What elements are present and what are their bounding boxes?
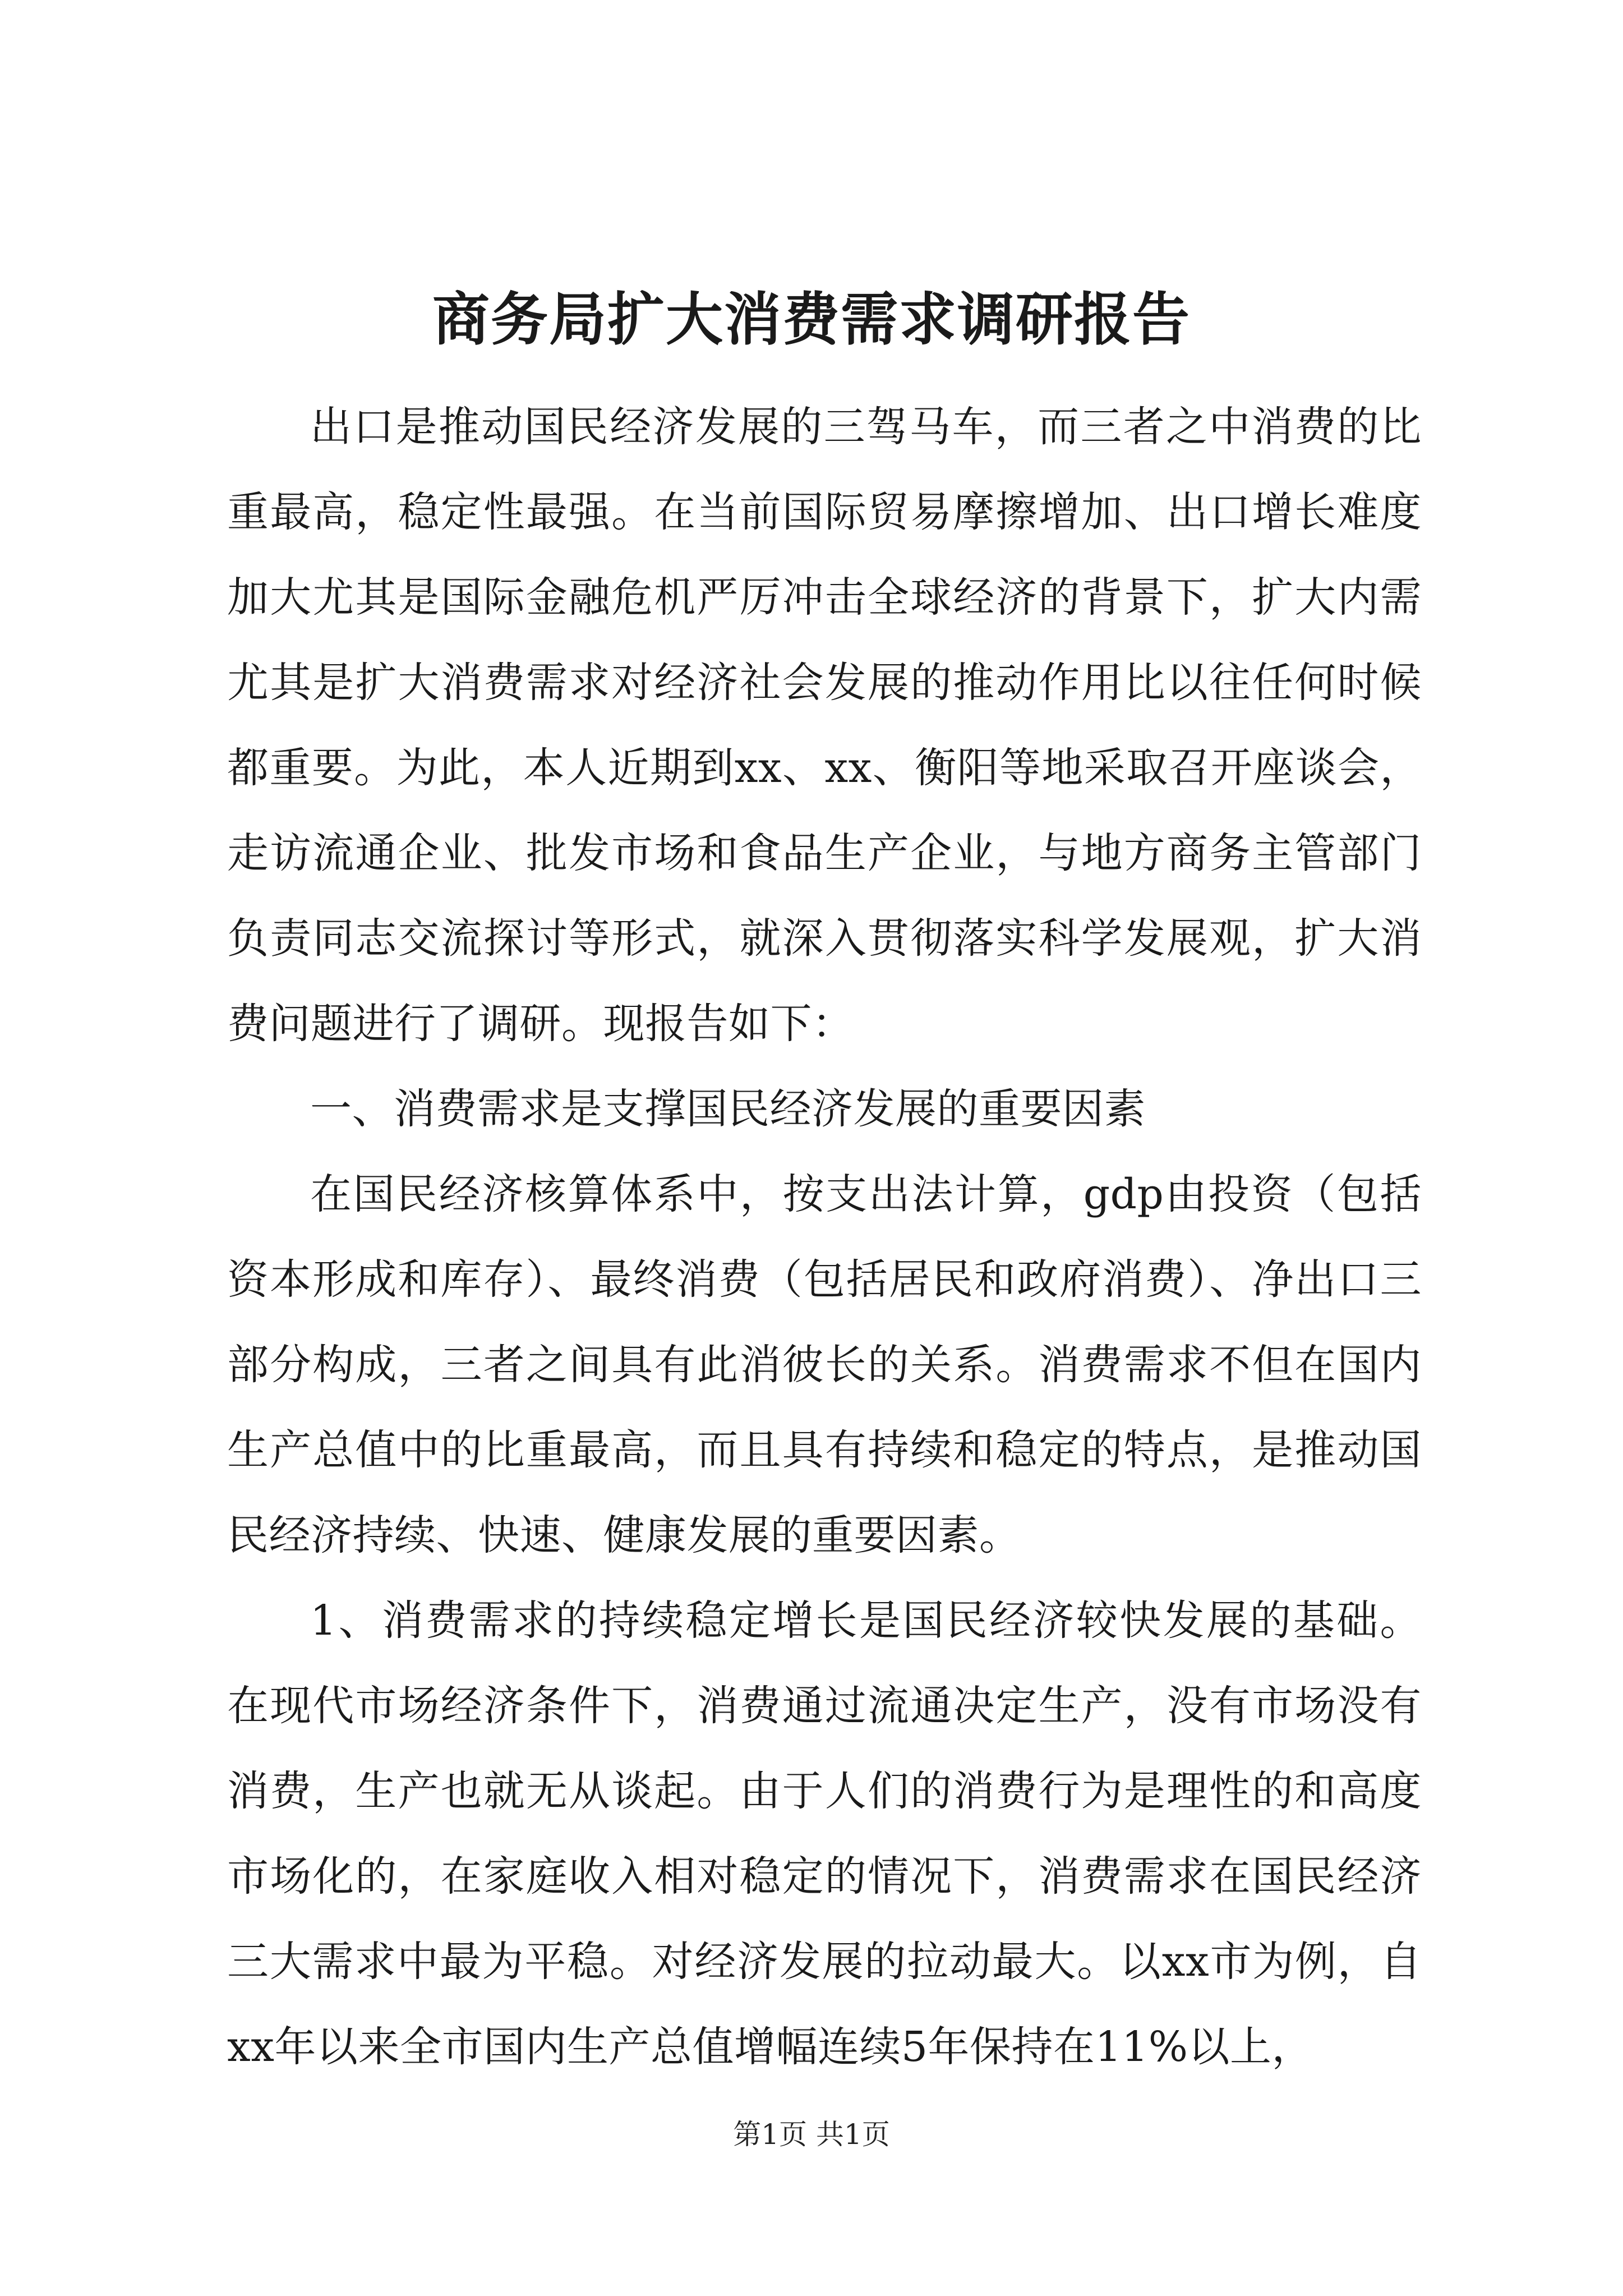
body-paragraph: 在国民经济核算体系中，按支出法计算，gdp由投资（包括资本形成和库存）、最终消费（包括居民和政府消费）、净出口三部分构成，三者之间具有此消彼长的关系。消费需求不但在国内生产总值中的比重最高，而且具有持续和稳定的特点，是推动国民经济持续、快速、健康发展的重要因素。 [227, 1170, 1422, 1559]
section-heading-1: 一、消费需求是支撑国民经济发展的重要因素 [310, 1085, 1146, 1133]
body-paragraph: 1、消费需求的持续稳定增长是国民经济较快发展的基础。在现代市场经济条件下，消费通过流通决定生产，没有市场没有消费，生产也就无从谈起。由于人们的消费行为是理性的和高度市场化的，在家庭收入相对稳定的情况下，消费需求在国民经济三大需求中最为平稳。对经济发展的拉动最大。以xx市为例，自xx年以来全市国内生产总值增幅连续5年保持在11%以上， [227, 1596, 1422, 2071]
document-title: 商务局扩大消费需求调研报告 [432, 286, 1191, 353]
intro-paragraph: 出口是推动国民经济发展的三驾马车，而三者之中消费的比重最高，稳定性最强。在当前国际贸易摩擦增加、出口增长难度加大尤其是国际金融危机严厉冲击全球经济的背景下，扩大内需尤其是扩大消费需求对经济社会发展的推动作用比以往任何时候都重要。为此，本人近期到xx、xx、衡阳等地采取召开座谈会，走访流通企业、批发市场和食品生产企业，与地方商务主管部门负责同志交流探讨等形式，就深入贯彻落实科学发展观，扩大消费问题进行了调研。现报告如下： [227, 403, 1422, 1048]
document-body [227, 384, 1422, 2090]
page-number-footer: 第1页 共1页 [733, 2118, 890, 2151]
